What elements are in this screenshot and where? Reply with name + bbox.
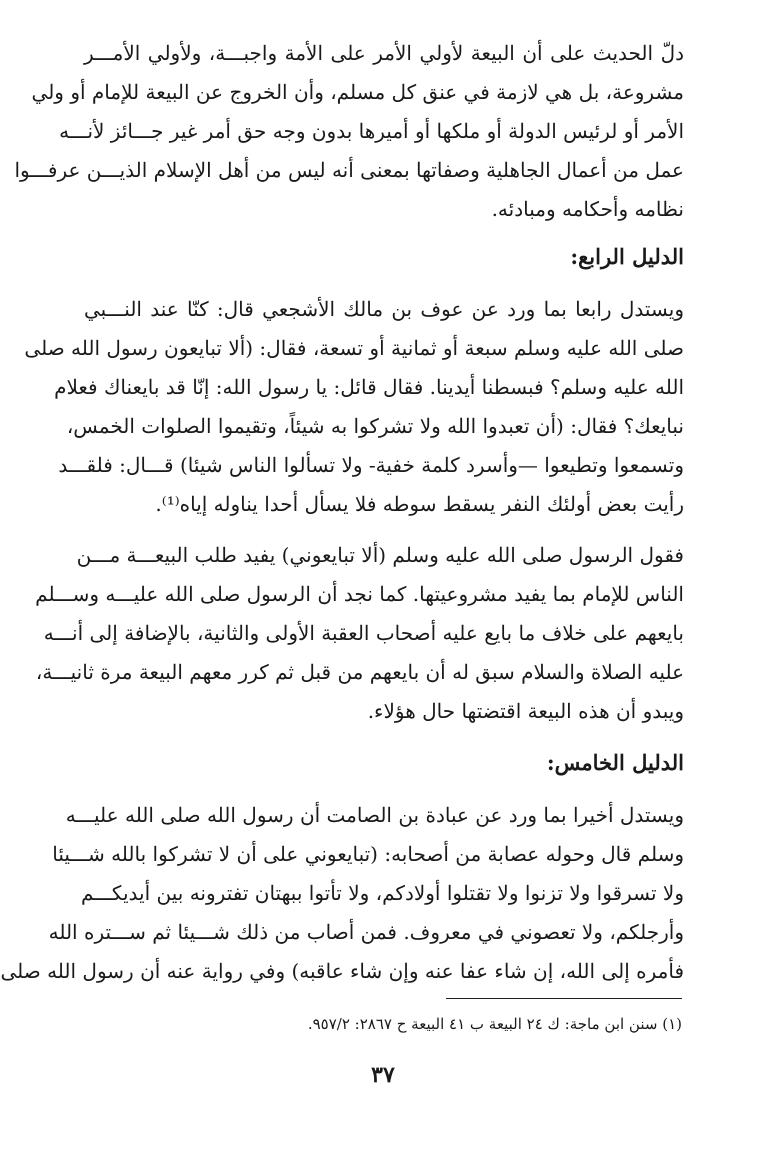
- paragraph-1: [14, 34, 684, 229]
- text-line: ولا تسرقوا ولا تزنوا ولا تقتلوا أولادكم، ولا تأتوا ببهتان تفترونه بين أيديكـــم: [81, 881, 684, 905]
- section-heading-fifth-evidence: الدليل الخامس:: [546, 750, 684, 775]
- paragraph-3: [35, 536, 684, 731]
- text-line: وأرجلكم، ولا تعصوني في معروف. فمن أصاب من ذلك شـــيئا ثم ســـتره الله: [48, 920, 684, 944]
- text-line: رأيت بعض أولئك النفر يسقط سوطه فلا يسأل أحدا يناوله إياه⁽¹⁾.: [155, 492, 684, 516]
- text-line: مشروعة، بل هي لازمة في عنق كل مسلم، وأن الخروج عن البيعة للإمام أو ولي: [31, 80, 684, 104]
- text-line: فأمره إلى الله، إن شاء عفا عنه وإن شاء عاقبه) وفي رواية عنه أن رسول الله صلى: [0, 959, 684, 983]
- footnote-divider: [446, 998, 682, 999]
- text-line: ويستدل رابعا بما ورد عن عوف بن مالك الأشجعي قال: كنّا عند النـــبي: [84, 297, 684, 321]
- page-body: [0, 34, 684, 1003]
- text-line: ويبدو أن هذه البيعة اقتضتها حال هؤلاء.: [367, 699, 684, 723]
- footnote: (١) سنن ابن ماجة: ك ٢٤ البيعة ب ٤١ البيعة ح ٢٨٦٧: ٩٥٧/٢.: [307, 1015, 682, 1033]
- section-heading-fourth-evidence: الدليل الرابع:: [570, 244, 684, 269]
- page-number: ٣٧: [371, 1062, 395, 1088]
- text-line: وتسمعوا وتطيعوا —وأسرد كلمة خفية- ولا تسألوا الناس شيئا) قـــال: فلقـــد: [58, 453, 684, 477]
- text-line: ويستدل أخيرا بما ورد عن عبادة بن الصامت أن رسول الله صلى الله عليـــه: [65, 803, 684, 827]
- text-line: وسلم قال وحوله عصابة من أصحابه: (تبايعوني على أن لا تشركوا بالله شـــيئا: [52, 842, 684, 866]
- text-line: نظامه وأحكامه ومبادئه.: [491, 197, 684, 221]
- text-line: صلى الله عليه وسلم سبعة أو ثمانية أو تسعة، فقال: (ألا تبايعون رسول الله صلى: [24, 336, 684, 360]
- text-line: الناس للإمام بما يفيد مشروعيتها. كما نجد أن الرسول صلى الله عليـــه وســـلم: [35, 582, 684, 606]
- text-line: فقول الرسول صلى الله عليه وسلم (ألا تبايعوني) يفيد طلب البيعـــة مـــن: [76, 543, 684, 567]
- paragraph-4: [0, 796, 684, 991]
- paragraph-2: [24, 290, 684, 524]
- text-line: بايعهم على خلاف ما بايع عليه أصحاب العقبة الأولى والثانية، بالإضافة إلى أنـــه: [43, 621, 684, 645]
- text-line: دلّ الحديث على أن البيعة لأولي الأمر على الأمة واجبـــة، ولأولي الأمـــر: [84, 41, 684, 65]
- text-line: الأمر أو لرئيس الدولة أو ملكها أو أميرها بدون وجه حق أمر غير جـــائز لأنـــه: [59, 119, 684, 143]
- text-line: عمل من أعمال الجاهلية وصفاتها بمعنى أنه ليس من أهل الإسلام الذيـــن عرفـــوا: [14, 158, 684, 182]
- text-line: الله عليه وسلم؟ فبسطنا أيدينا. فقال قائل: يا رسول الله: إنّا قد بايعناك فعلام: [54, 375, 684, 399]
- text-line: نبايعك؟ فقال: (أن تعبدوا الله ولا تشركوا به شيئاً، وتقيموا الصلوات الخمس،: [66, 414, 684, 438]
- text-line: عليه الصلاة والسلام سبق له أن بايعهم من قبل ثم كرر معهم البيعة مرة ثانيـــة،: [35, 660, 684, 684]
